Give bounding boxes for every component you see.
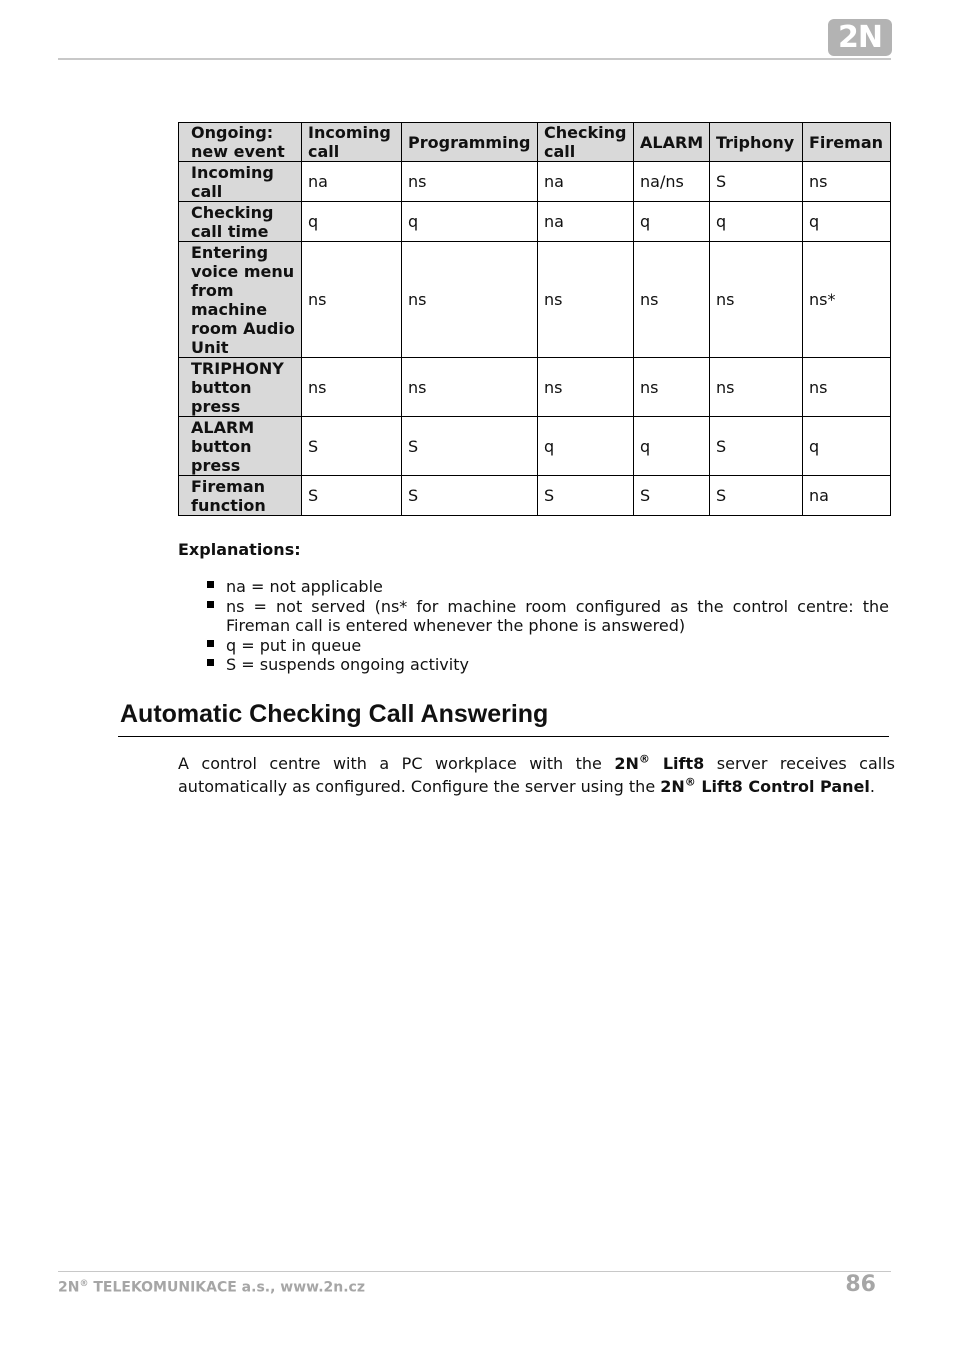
table-cell: ns* <box>803 242 891 358</box>
table-cell: S <box>710 162 803 202</box>
column-header: ALARM <box>634 123 710 162</box>
table-cell: q <box>302 202 402 242</box>
table-cell: na <box>302 162 402 202</box>
table-header-row <box>179 123 891 162</box>
table-cell: S <box>302 476 402 516</box>
paragraph-text: server receives calls automatically as configured. Configure the server using the <box>178 754 895 796</box>
square-bullet-icon <box>207 581 214 588</box>
table-cell: S <box>402 476 538 516</box>
page-number: 86 <box>845 1272 876 1297</box>
table-cell: ns <box>402 358 538 417</box>
table-cell: S <box>710 476 803 516</box>
list-item-text: S = suspends ongoing activity <box>226 655 469 674</box>
table-cell: ns <box>538 358 634 417</box>
column-header: Incoming call <box>302 123 402 162</box>
table-cell: q <box>402 202 538 242</box>
footer-registered-mark: ® <box>79 1279 89 1289</box>
table-cell: S <box>634 476 710 516</box>
footer-company <box>58 1279 365 1296</box>
table-cell: ns <box>302 242 402 358</box>
registered-mark: ® <box>638 752 650 766</box>
table-cell: na <box>538 162 634 202</box>
table-cell: q <box>538 417 634 476</box>
row-label: TRIPHONY button press <box>179 358 302 417</box>
list-item <box>178 655 889 675</box>
control-panel-name: Lift8 Control Panel <box>695 777 870 796</box>
table-cell: ns <box>803 162 891 202</box>
table-cell: na <box>538 202 634 242</box>
list-item-text: q = put in queue <box>226 635 362 655</box>
table-cell: ns <box>634 358 710 417</box>
table-cell: S <box>402 417 538 476</box>
row-label: Fireman function <box>179 476 302 516</box>
table-cell: q <box>634 202 710 242</box>
registered-mark: ® <box>684 775 696 789</box>
column-header: Fireman <box>803 123 891 162</box>
table-cell: na/ns <box>634 162 710 202</box>
table-cell: S <box>710 417 803 476</box>
square-bullet-icon <box>207 659 214 666</box>
table-row <box>179 358 891 417</box>
column-header: Triphony <box>710 123 803 162</box>
table-cell: ns <box>302 358 402 417</box>
row-label: Incoming call <box>179 162 302 202</box>
table-cell: q <box>710 202 803 242</box>
list-item <box>178 636 889 656</box>
section-heading: Automatic Checking Call Answering <box>120 700 549 728</box>
paragraph-text: . <box>869 777 875 796</box>
brand-logo: 2N <box>828 19 892 56</box>
footer-rule <box>58 1271 891 1272</box>
paragraph-text: A control centre with a PC workplace with the <box>178 754 615 773</box>
table-cell: ns <box>538 242 634 358</box>
row-label: Checking call time <box>179 202 302 242</box>
table-cell: ns <box>402 242 538 358</box>
brand-name: 2N <box>660 777 685 796</box>
table-cell: ns <box>710 358 803 417</box>
row-label: ALARM button press <box>179 417 302 476</box>
footer-company-text: TELEKOMUNIKACE a.s., www.2n.cz <box>88 1279 365 1296</box>
square-bullet-icon <box>207 601 214 608</box>
table-cell: ns <box>710 242 803 358</box>
explanations-list <box>178 577 889 675</box>
explanations-title: Explanations: <box>178 540 301 559</box>
section-paragraph <box>178 752 895 798</box>
column-header: Programming <box>402 123 538 162</box>
table-cell: q <box>634 417 710 476</box>
list-item-text: na = not applicable <box>226 577 383 596</box>
square-bullet-icon <box>207 640 214 647</box>
table-row <box>179 202 891 242</box>
section-rule <box>118 736 889 737</box>
list-item <box>178 597 889 636</box>
table-cell: ns <box>634 242 710 358</box>
table-row <box>179 242 891 358</box>
table-cell: S <box>538 476 634 516</box>
brand-name: 2N <box>614 754 639 773</box>
table-row <box>179 476 891 516</box>
table-corner-header: Ongoing: new event <box>179 123 302 162</box>
list-item-text: ns = not served (ns* for machine room configured as the control centre: the Fireman call is entered whenever the phone is answered) <box>226 596 889 635</box>
table-cell: q <box>803 417 891 476</box>
row-label: Entering voice menu from machine room Audio Unit <box>179 242 302 358</box>
table-row <box>179 417 891 476</box>
list-item <box>178 577 889 597</box>
table-cell: na <box>803 476 891 516</box>
table-cell: S <box>302 417 402 476</box>
column-header: Checking call <box>538 123 634 162</box>
table-cell: ns <box>402 162 538 202</box>
product-name: Lift8 <box>649 754 705 773</box>
table-row <box>179 162 891 202</box>
table-cell: ns <box>803 358 891 417</box>
event-priority-table <box>178 122 891 516</box>
footer-brand: 2N <box>58 1279 80 1296</box>
header-rule <box>58 58 891 60</box>
table-cell: q <box>803 202 891 242</box>
